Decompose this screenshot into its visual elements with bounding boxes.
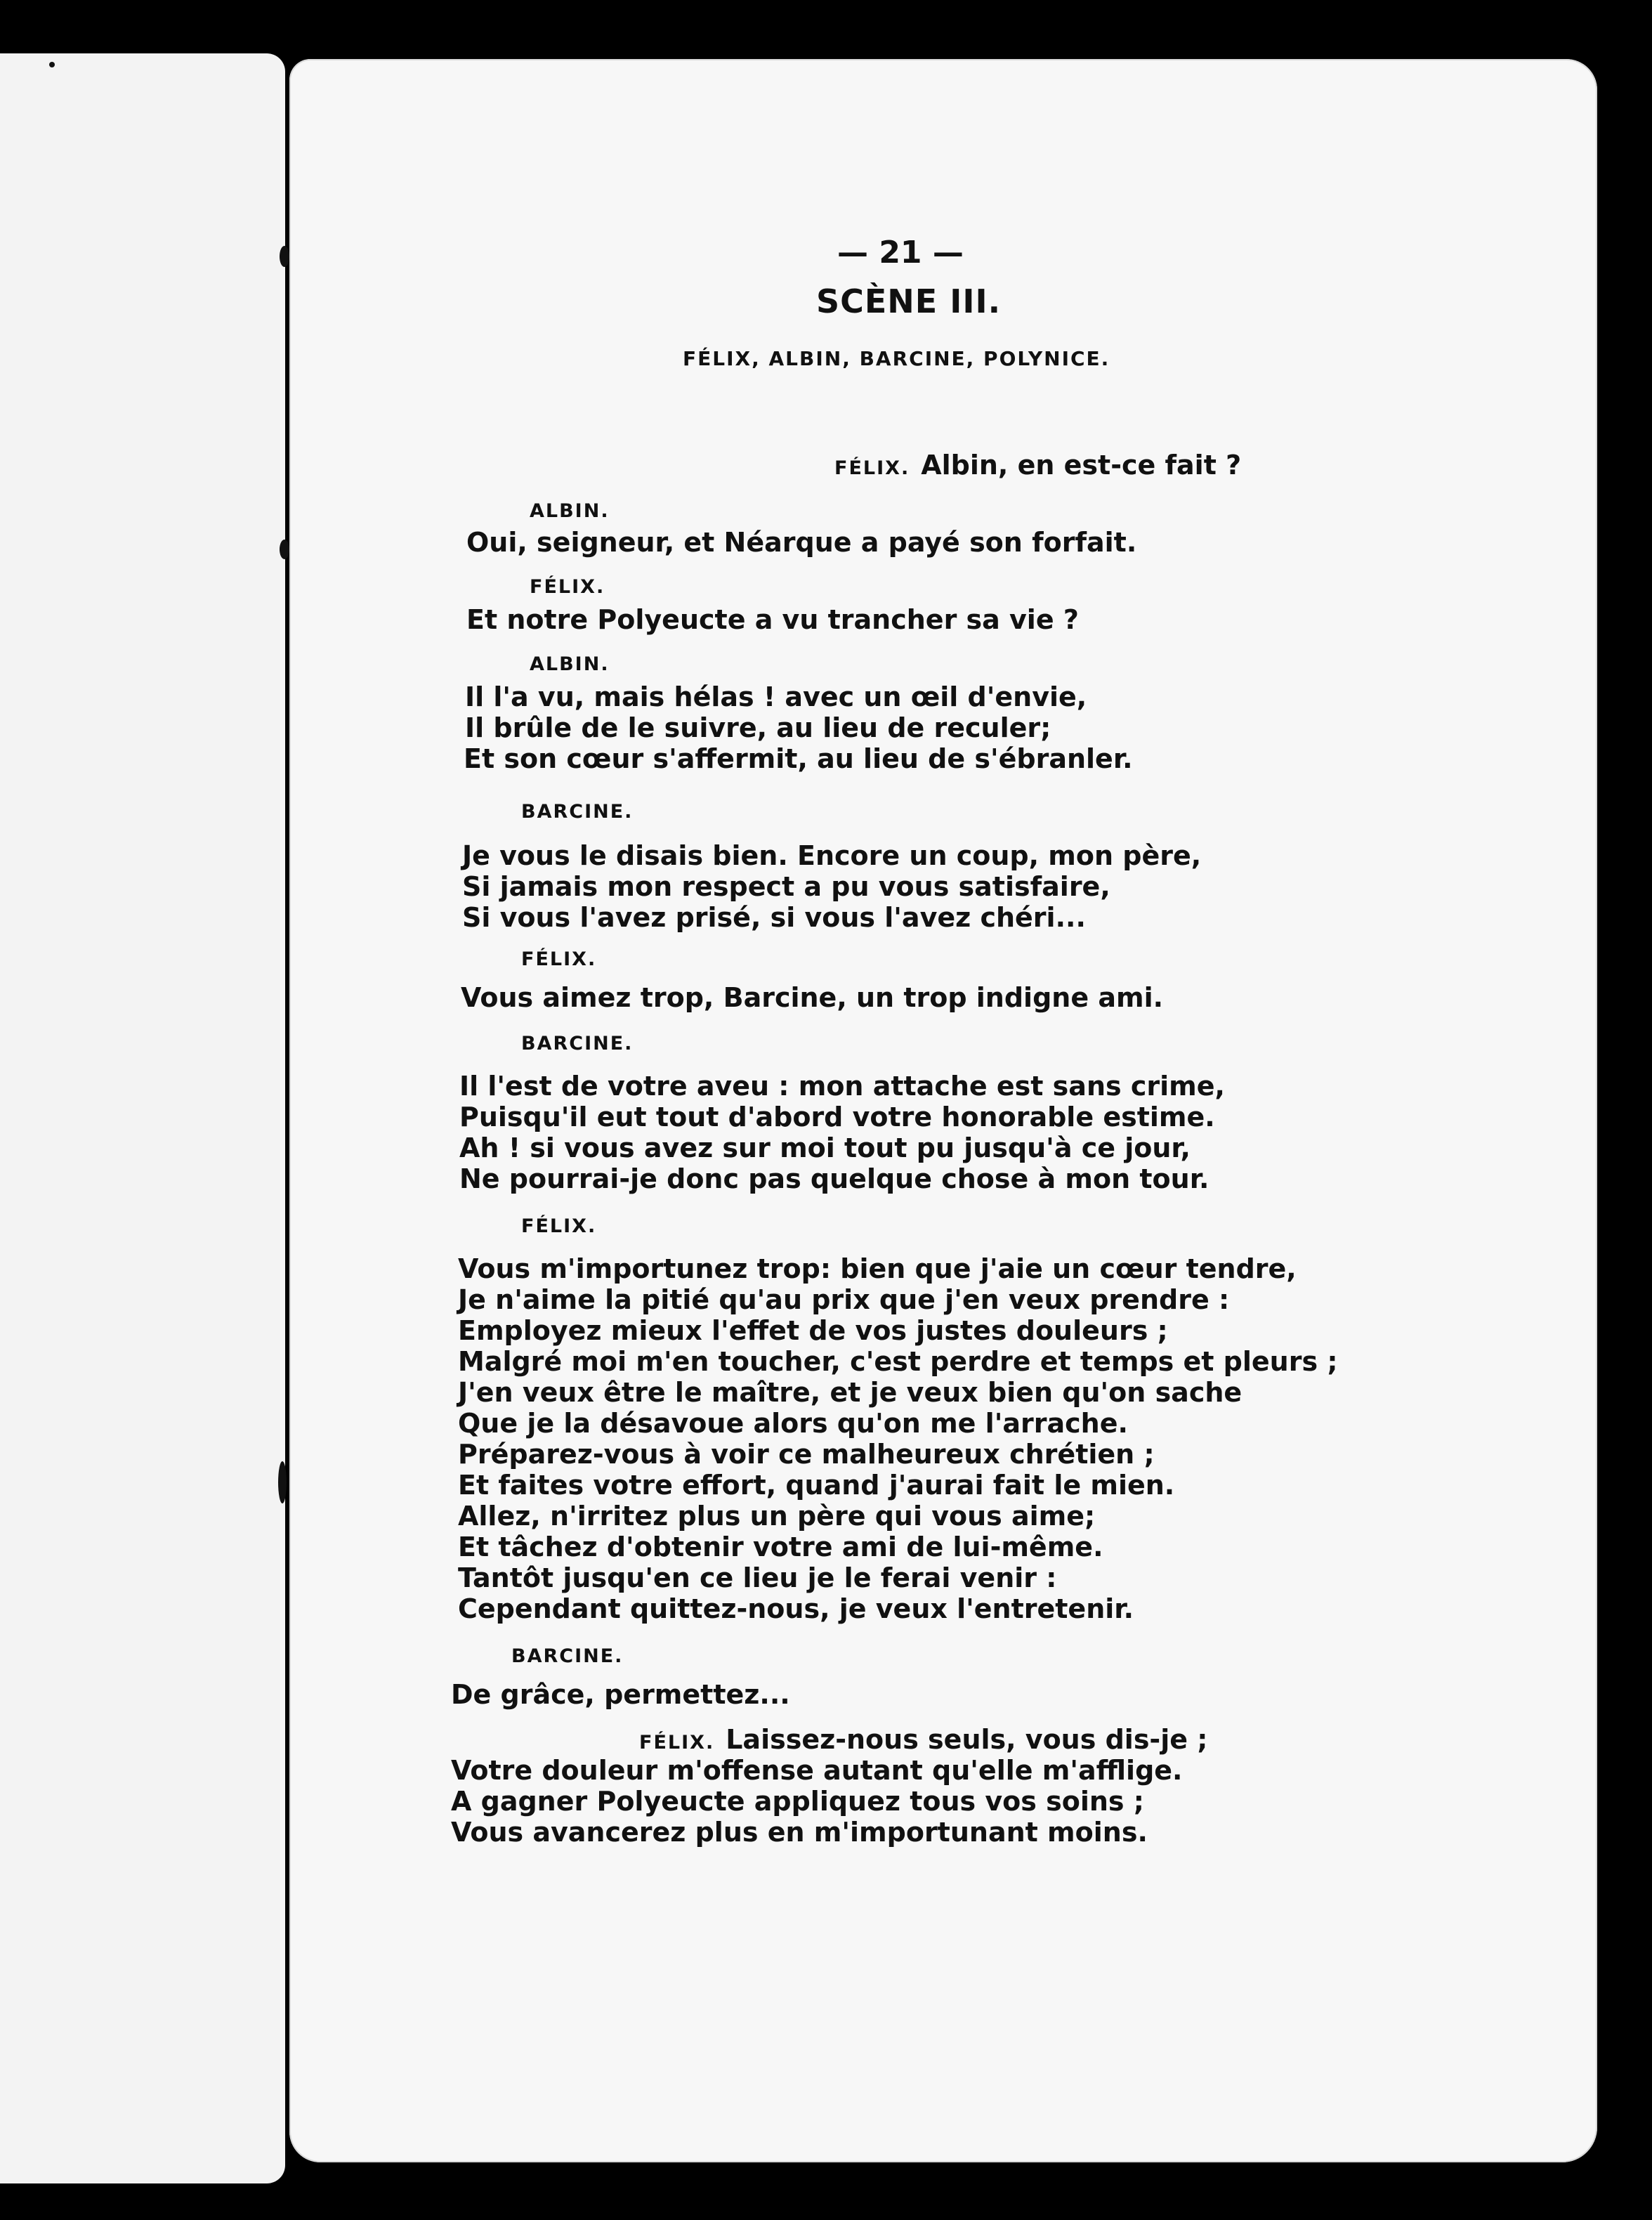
verse-line: Je vous le disais bien. Encore un coup, mon père, [462, 840, 1202, 871]
verse-line: Allez, n'irritez plus un père qui vous aime; [458, 1501, 1096, 1532]
book-page [289, 59, 1597, 2162]
verse-line: Puisqu'il eut tout d'abord votre honorable estime. [459, 1102, 1215, 1132]
verse-text: Albin, en est-ce fait ? [921, 450, 1242, 481]
verse-line: Tantôt jusqu'en ce lieu je le ferai venir : [458, 1562, 1057, 1593]
verse-line: Ne pourrai-je donc pas quelque chose à mon tour. [459, 1163, 1210, 1194]
speaker-name: ALBIN. [530, 500, 610, 522]
speaker-name: FÉLIX. [530, 576, 605, 598]
verse-line: Si vous l'avez prisé, si vous l'avez chéri... [462, 902, 1086, 933]
verse-line: Employez mieux l'effet de vos justes douleurs ; [458, 1315, 1168, 1346]
speaker-name: BARCINE. [511, 1645, 624, 1667]
page-speck [278, 1461, 287, 1503]
dialogue-line [834, 450, 1241, 481]
dialogue-line [639, 1724, 1207, 1755]
verse-line: Vous aimez trop, Barcine, un trop indigne ami. [461, 982, 1164, 1013]
verse-line: Il brûle de le suivre, au lieu de reculer; [465, 712, 1051, 743]
verse-line: Et tâchez d'obtenir votre ami de lui-même. [458, 1532, 1103, 1562]
verse-line: Vous avancerez plus en m'importunant moins. [451, 1817, 1148, 1848]
scene-title: SCÈNE III. [816, 282, 1002, 320]
verse-line: Oui, seigneur, et Néarque a payé son forfait. [466, 527, 1137, 558]
verse-line: Il l'a vu, mais hélas ! avec un œil d'envie, [465, 681, 1087, 712]
page-speck [280, 540, 289, 559]
left-page-edge [0, 53, 285, 2183]
speaker-name: FÉLIX. [639, 1732, 715, 1754]
cast-list: FÉLIX, ALBIN, BARCINE, POLYNICE. [683, 347, 1110, 370]
speaker-name: FÉLIX. [834, 457, 910, 479]
verse-line: Ah ! si vous avez sur moi tout pu jusqu'à ce jour, [459, 1132, 1191, 1163]
verse-line: Vous m'importunez trop: bien que j'aie un cœur tendre, [458, 1253, 1297, 1284]
speaker-name: BARCINE. [521, 1033, 634, 1054]
verse-line: De grâce, permettez... [451, 1679, 790, 1710]
speaker-name: ALBIN. [530, 653, 610, 675]
verse-line: Et notre Polyeucte a vu trancher sa vie ? [466, 604, 1079, 635]
speaker-name: BARCINE. [521, 801, 634, 823]
verse-text: Laissez-nous seuls, vous dis-je ; [726, 1724, 1208, 1755]
speaker-name: FÉLIX. [521, 948, 597, 970]
verse-line: Préparez-vous à voir ce malheureux chrétien ; [458, 1439, 1155, 1470]
speaker-name: FÉLIX. [521, 1215, 597, 1237]
verse-line: Et faites votre effort, quand j'aurai fait le mien. [458, 1470, 1175, 1501]
verse-line: Cependant quittez-nous, je veux l'entretenir. [458, 1593, 1134, 1624]
verse-line: Votre douleur m'offense autant qu'elle m'afflige. [451, 1755, 1183, 1786]
verse-line: A gagner Polyeucte appliquez tous vos soins ; [451, 1786, 1144, 1817]
verse-line: Malgré moi m'en toucher, c'est perdre et temps et pleurs ; [458, 1346, 1338, 1377]
verse-line: Si jamais mon respect a pu vous satisfaire, [462, 871, 1110, 902]
page-speck [49, 62, 55, 67]
page-speck [280, 246, 289, 267]
verse-line: Je n'aime la pitié qu'au prix que j'en veux prendre : [458, 1284, 1230, 1315]
page-number: — 21 — [837, 235, 964, 270]
verse-line: J'en veux être le maître, et je veux bien qu'on sache [458, 1377, 1243, 1408]
verse-line: Et son cœur s'affermit, au lieu de s'ébranler. [464, 743, 1133, 774]
verse-line: Que je la désavoue alors qu'on me l'arrache. [458, 1408, 1128, 1439]
verse-line: Il l'est de votre aveu : mon attache est sans crime, [459, 1071, 1225, 1102]
